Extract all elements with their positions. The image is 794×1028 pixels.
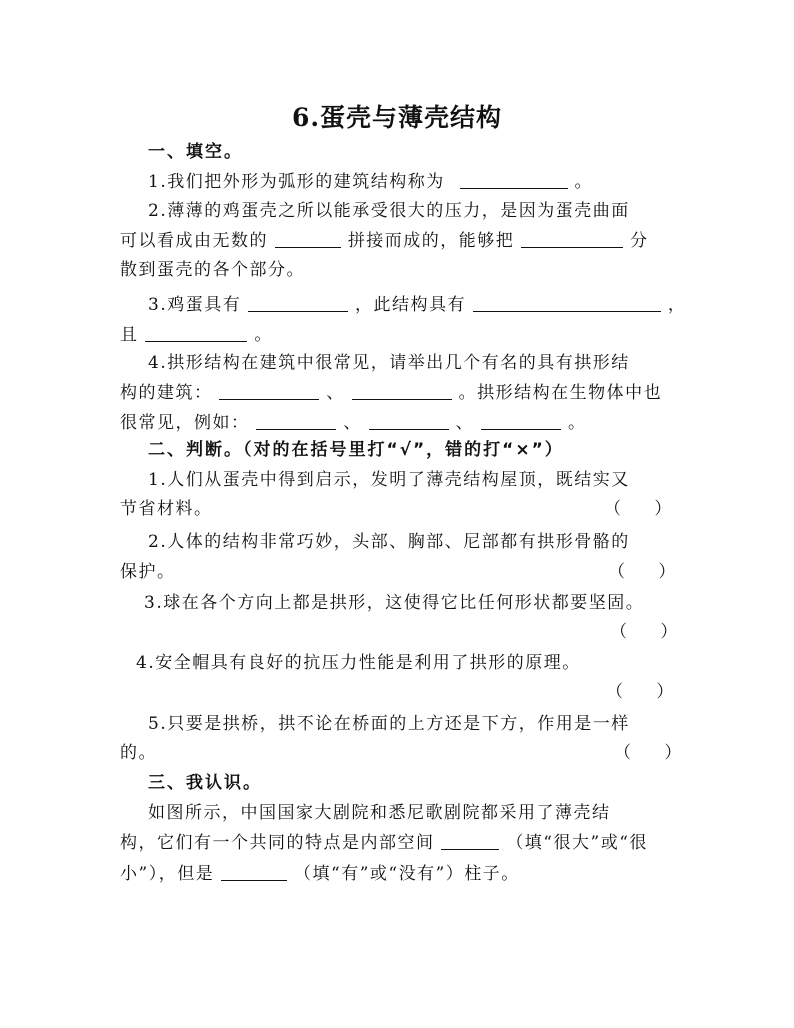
answer-parentheses[interactable]: （ ） (614, 743, 696, 763)
answer-blank[interactable] (145, 323, 247, 342)
section-1-heading: 一、填空。 (148, 142, 243, 162)
q3-line-3: 小”），但是 （填“有”或“没有”）柱子。 (120, 864, 520, 884)
q2-3-line-1: 3.球在各个方向上都是拱形，这使得它比任何形状都要坚固。 (144, 593, 645, 613)
q1-2-line-1: 2.薄薄的鸡蛋壳之所以能承受很大的压力，是因为蛋壳曲面 (148, 201, 630, 221)
q2-1-line-1: 1.人们从蛋壳中得到启示，发明了薄壳结构屋顶，既结实又 (148, 470, 630, 490)
answer-blank[interactable] (219, 381, 319, 400)
q1-3-line-2: 且 。 (120, 325, 273, 345)
q2-4-line-1: 4.安全帽具有良好的抗压力性能是利用了拱形的原理。 (136, 653, 581, 673)
answer-blank[interactable] (369, 411, 449, 430)
q2-5-line-2: 的。 (120, 743, 157, 763)
answer-blank[interactable] (473, 293, 661, 312)
q1-4-line-2: 构的建筑： 、 。拱形结构在生物体中也 (120, 383, 663, 403)
answer-blank[interactable] (256, 411, 336, 430)
section-2-heading: 二、判断。（对的在括号里打“√”，错的打“×”） (148, 440, 564, 460)
q2-5-line-1: 5.只要是拱桥，拱不论在桥面的上方还是下方，作用是一样 (148, 714, 630, 734)
answer-blank[interactable] (352, 381, 452, 400)
answer-blank[interactable] (275, 229, 341, 248)
q2-1-line-2: 节省材料。 (120, 499, 213, 519)
answer-blank[interactable] (248, 293, 348, 312)
answer-parentheses[interactable]: （ ） (608, 562, 690, 582)
answer-blank[interactable] (221, 862, 287, 881)
answer-blank[interactable] (460, 170, 568, 189)
section-3-heading: 三、我认识。 (148, 773, 262, 793)
q1-3-line-1: 3.鸡蛋具有 ，此结构具有 ， (148, 295, 687, 315)
q1-2-line-2: 可以看成由无数的 拼接而成的，能够把 分 (120, 231, 649, 251)
q3-line-2: 构，它们有一个共同的特点是内部空间 （填“很大”或“很 (120, 833, 648, 853)
answer-parentheses[interactable]: （ ） (610, 622, 692, 642)
q2-2-line-1: 2.人体的结构非常巧妙，头部、胸部、尼部都有拱形骨骼的 (148, 532, 630, 552)
q2-2-line-2: 保护。 (120, 562, 176, 582)
q3-line-1: 如图所示，中国国家大剧院和悉尼歌剧院都采用了薄壳结 (148, 803, 611, 823)
page-title: 6.蛋壳与薄壳结构 (291, 103, 503, 132)
q1-1-line: 1.我们把外形为弧形的建筑结构称为 。 (148, 172, 594, 192)
answer-blank[interactable] (521, 229, 623, 248)
q1-4-line-1: 4.拱形结构在建筑中很常见，请举出几个有名的具有拱形结 (148, 353, 630, 373)
q1-2-line-3: 散到蛋壳的各个部分。 (120, 260, 305, 280)
answer-blank[interactable] (441, 831, 499, 850)
answer-blank[interactable] (481, 411, 561, 430)
q1-4-line-3: 很常见，例如： 、 、 。 (120, 413, 587, 433)
answer-parentheses[interactable]: （ ） (606, 682, 688, 702)
answer-parentheses[interactable]: （ ） (604, 499, 686, 519)
